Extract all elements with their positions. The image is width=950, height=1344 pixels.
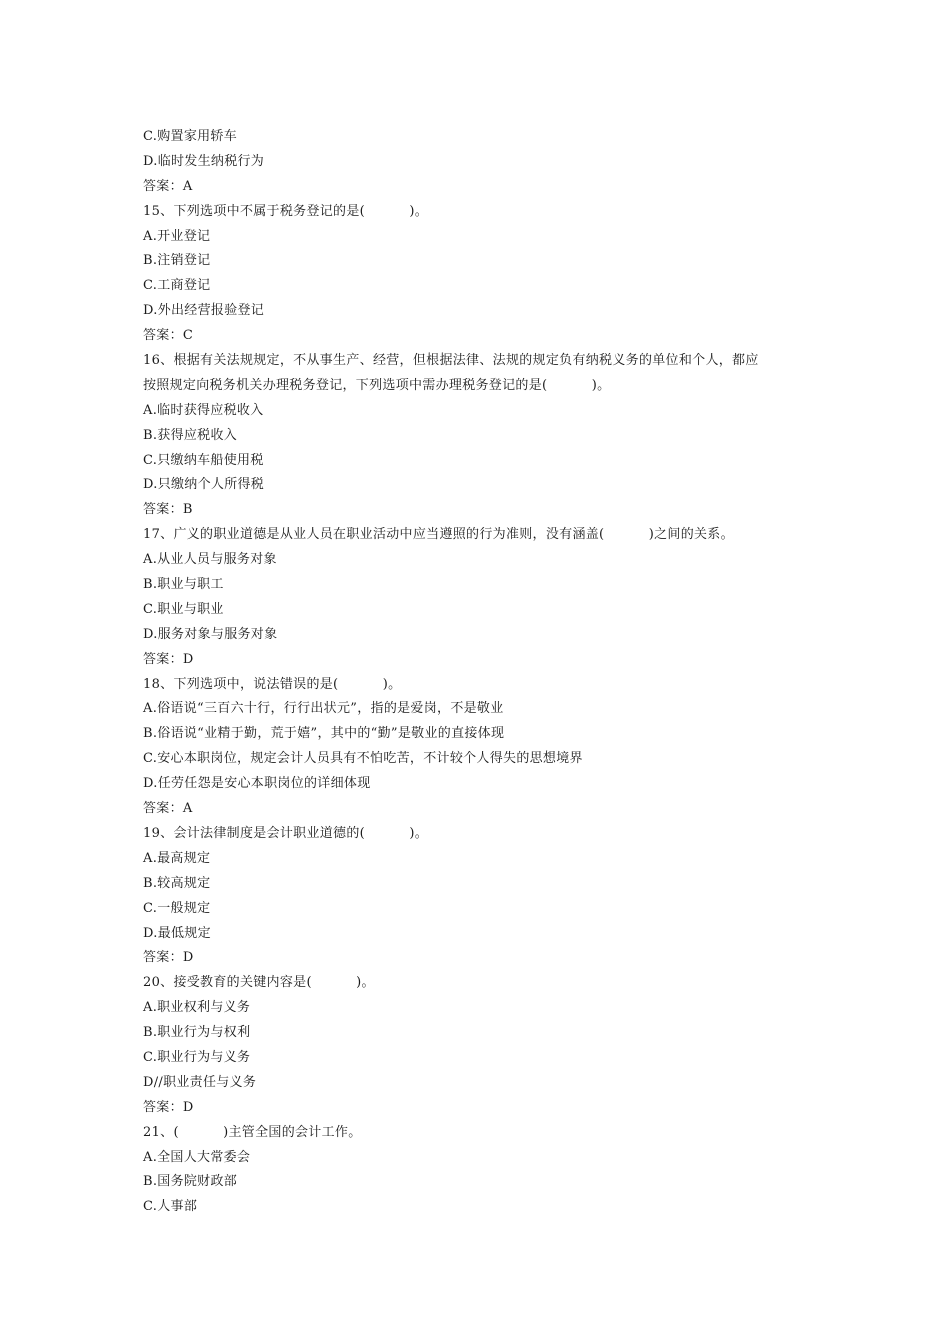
answer-text: 答案：A [143, 178, 193, 194]
option-text: C.只缴纳车船使用税 [143, 452, 264, 468]
option-text: C.安心本职岗位，规定会计人员具有不怕吃苦，不计较个人得失的思想境界 [143, 751, 583, 767]
question-text: 19、会计法律制度是会计职业道德的( )。 [143, 825, 429, 841]
option-text: B.职业行为与权利 [143, 1025, 251, 1041]
question-text: 18、下列选项中，说法错误的是( )。 [143, 676, 402, 692]
option-text: B.职业与职工 [143, 577, 224, 593]
option-text: D.外出经营报验登记 [143, 303, 265, 319]
question-text: 20、接受教育的关键内容是( )。 [143, 975, 375, 991]
option-text: D.临时发生纳税行为 [143, 153, 265, 169]
option-text: B.获得应税收入 [143, 427, 238, 443]
answer-text: 答案：D [143, 651, 194, 667]
option-text: A.职业权利与义务 [143, 1000, 251, 1016]
option-text: A.全国人大常委会 [143, 1149, 251, 1165]
option-text: C.人事部 [143, 1199, 198, 1215]
option-text: C.职业与职业 [143, 601, 224, 617]
answer-text: 答案：D [143, 950, 194, 966]
question-text: 17、广义的职业道德是从业人员在职业活动中应当遵照的行为准则，没有涵盖( )之间的关系。 [143, 527, 734, 543]
option-text: D//职业责任与义务 [143, 1074, 257, 1090]
option-text: A.最高规定 [143, 850, 211, 866]
question-text: 15、下列选项中不属于税务登记的是( )。 [143, 203, 429, 219]
answer-text: 答案：D [143, 1099, 194, 1115]
option-text: B.俗语说“业精于勤，荒于嬉”，其中的“勤”是敬业的直接体现 [143, 726, 505, 742]
option-text: B.较高规定 [143, 875, 211, 891]
question-text: 16、根据有关法规规定，不从事生产、经营，但根据法律、法规的规定负有纳税义务的单位和个人，都应 [143, 353, 759, 369]
option-text: C.职业行为与义务 [143, 1049, 251, 1065]
option-text: D.服务对象与服务对象 [143, 626, 278, 642]
option-text: D.只缴纳个人所得税 [143, 477, 265, 493]
answer-text: 答案：B [143, 502, 193, 518]
option-text: A.俗语说“三百六十行，行行出状元”，指的是爱岗，不是敬业 [143, 701, 504, 717]
document-body [143, 125, 813, 1220]
option-text: D.最低规定 [143, 925, 211, 941]
answer-text: 答案：A [143, 801, 193, 817]
option-text: A.从业人员与服务对象 [143, 552, 277, 568]
question-text-continued: 按照规定向税务机关办理税务登记，下列选项中需办理税务登记的是( )。 [143, 377, 611, 393]
question-text: 21、( )主管全国的会计工作。 [143, 1124, 362, 1140]
option-text: B.注销登记 [143, 253, 211, 269]
option-text: A.临时获得应税收入 [143, 402, 264, 418]
option-text: C.一般规定 [143, 900, 211, 916]
option-text: C.购置家用轿车 [143, 129, 238, 144]
option-text: D.任劳任怨是安心本职岗位的详细体现 [143, 776, 371, 792]
option-text: B.国务院财政部 [143, 1174, 238, 1190]
option-text: A.开业登记 [143, 228, 211, 244]
answer-text: 答案：C [143, 328, 194, 344]
option-text: C.工商登记 [143, 278, 211, 294]
